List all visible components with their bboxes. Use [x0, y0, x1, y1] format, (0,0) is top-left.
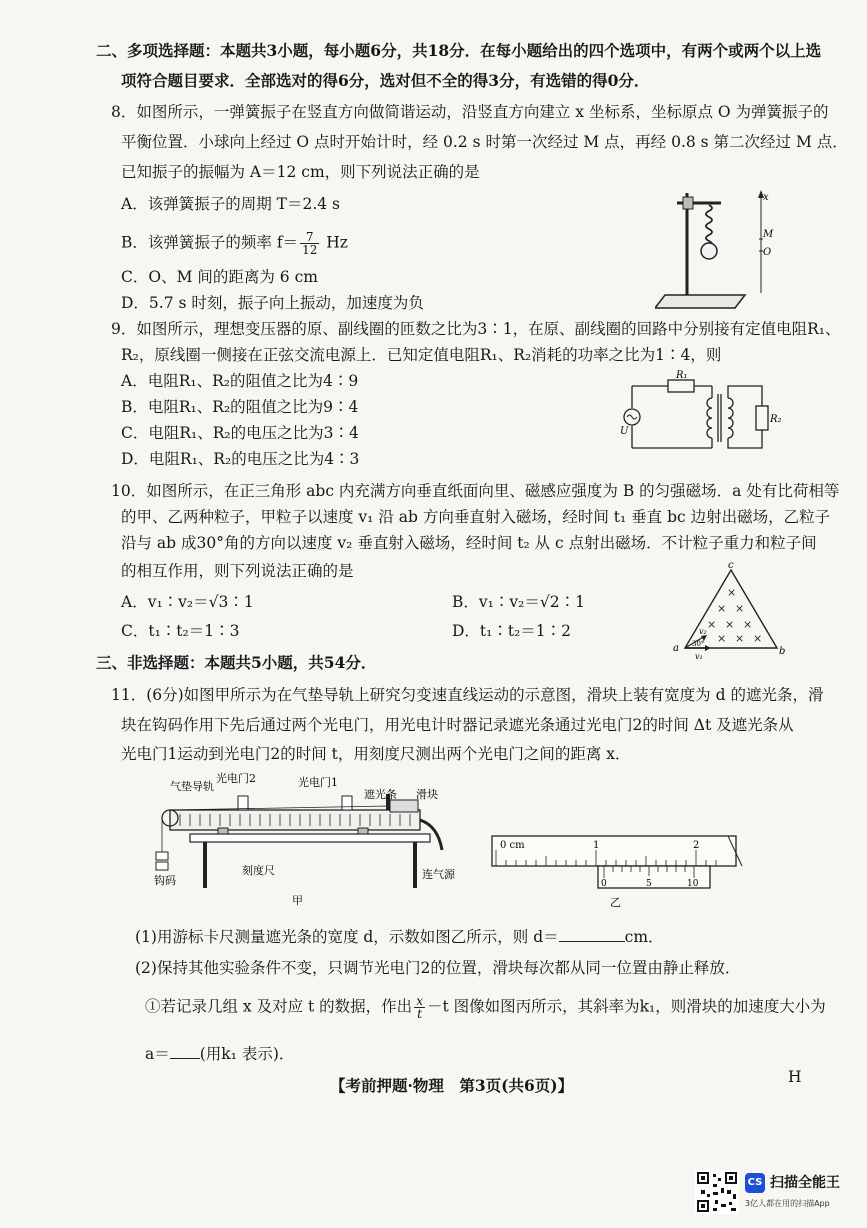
slider-label: 滑块 [416, 788, 438, 801]
q11-stem-line2: 块在钩码作用下先后通过两个光电门，用光电计时器记录遮光条通过光电门2的时间 Δt 及遮光条从 [121, 716, 794, 734]
stand-base [655, 295, 745, 308]
field-cross: × [717, 602, 727, 615]
camscanner-name: 扫描全能王 [770, 1175, 840, 1191]
figure-b-caption: 乙 [610, 896, 621, 909]
q10-option-c: C．t₁∶t₂＝1∶3 [121, 622, 240, 640]
q9-option-a: A．电阻R₁、R₂的阻值之比为4∶9 [121, 372, 359, 390]
main-scale-two-label: 2 [693, 840, 700, 851]
fraction-numerator-x: x [416, 994, 423, 1008]
table-top [190, 834, 430, 842]
vernier-ten-label: 10 [687, 879, 699, 889]
q10-option-d: D．t₁∶t₂＝1∶2 [452, 622, 572, 640]
q11-subquestion-2a-prefix: ①若记录几组 x 及对应 t 的数据，作出 [145, 997, 413, 1016]
q11-stem-line3: 光电门1运动到光电门2的时间 t，用刻度尺测出两个光电门之间的距离 x． [121, 745, 631, 763]
q8-option-b-fraction [300, 231, 319, 256]
q8-option-c: C．O、M 间的距离为 6 cm [121, 268, 318, 286]
camscanner-tagline: 3亿人都在用的扫描App [745, 1199, 830, 1208]
acceleration-answer-blank[interactable] [170, 1042, 200, 1059]
q9-stem-line1: 9．如图所示，理想变压器的原、副线圈的匝数之比为3∶1，在原、副线圈的回路中分别接有定值电阻R₁、 [111, 320, 841, 338]
q11-stem-line1: 11．(6分)如图甲所示为在气垫导轨上研究匀变速直线运动的示意图，滑块上装有宽度为 d 的遮光条，滑 [111, 686, 824, 704]
q10-stem-line3: 沿与 ab 成30°角的方向以速度 v₂ 垂直射入磁场，经时间 t₂ 从 c 点射出磁场．不计粒子重力和粒子间 [121, 534, 817, 552]
q11-subquestion-2a-suffix: －t 图像如图丙所示，其斜率为k₁，则滑块的加速度大小为 [426, 997, 826, 1016]
r2-label: R₂ [770, 414, 782, 425]
x-axis-label: x [763, 192, 769, 203]
field-cross: × [717, 632, 727, 645]
q11-air-track-figure [150, 770, 470, 910]
q11-subquestion-1-text: (1)用游标卡尺测量遮光条的宽度 d，示数如图乙所示，则 d＝ [135, 928, 559, 946]
x-over-t-fraction [414, 995, 425, 1020]
vernier-five-label: 5 [646, 879, 652, 889]
hook-weight-label: 钩码 [154, 874, 176, 887]
field-cross: × [725, 618, 735, 631]
fraction-denominator-t: t [417, 1007, 422, 1021]
ruler-label: 刻度尺 [242, 864, 275, 877]
q8-option-b-prefix: B．该弹簧振子的频率 f＝ [121, 233, 299, 252]
acceleration-hint: (用k₁ 表示)． [199, 1045, 295, 1063]
field-cross: × [735, 602, 745, 615]
section3-heading: 三、非选择题：本题共5小题，共54分． [96, 653, 377, 672]
hook-weight-2 [156, 862, 168, 870]
q8-option-a: A．该弹簧振子的周期 T＝2.4 s [121, 195, 340, 213]
q8-option-d: D．5.7 s 时刻，振子向上振动，加速度为负 [121, 294, 424, 312]
field-cross: × [743, 618, 753, 631]
q11-subquestion-1 [135, 925, 664, 948]
r1-label: R₁ [676, 370, 688, 381]
q10-stem-line2: 的甲、乙两种粒子，甲粒子以速度 v₁ 沿 ab 方向垂直射入磁场，经时间 t₁ 垂直 bc 边射出磁场，乙粒子 [121, 508, 831, 526]
acceleration-label: a＝ [145, 1045, 170, 1063]
q8-spring-oscillator-figure [655, 185, 775, 310]
stand-clamp [683, 197, 693, 209]
q11-subquestion-2a-answer [145, 1042, 294, 1065]
q8-option-b-denominator: 12 [302, 243, 318, 257]
track-support-right [358, 828, 368, 834]
page-footer: 【考前押题·物理 第3页(共6页)】 [330, 1076, 574, 1095]
q8-option-b-unit: Hz [326, 233, 348, 252]
q9-option-c: C．电阻R₁、R₂的电压之比为3∶4 [121, 424, 359, 442]
q8-stem-line1: 8．如图所示，一弹簧振子在竖直方向做简谐运动，沿竖直方向建立 x 坐标系，坐标原点 O 为弹簧振子的 [111, 103, 829, 121]
slider-block [390, 800, 418, 812]
field-crosses [707, 586, 762, 645]
field-cross: × [735, 632, 745, 645]
q9-transformer-circuit-figure [620, 370, 785, 458]
qr-code-icon [695, 1170, 739, 1214]
q9-option-b: B．电阻R₁、R₂的阻值之比为9∶4 [121, 398, 359, 416]
section2-heading-line2: 项符合题目要求．全部选对的得6分，选对但不全的得3分，有选错的得0分． [121, 71, 650, 90]
q11-subquestion-2: (2)保持其他实验条件不变，只调节光电门2的位置，滑块每次都从同一位置由静止释放． [135, 959, 741, 977]
v1-label: v₁ [695, 652, 703, 660]
main-scale [492, 836, 736, 866]
q10-option-a: A．v₁∶v₂＝√3∶1 [121, 593, 254, 611]
q8-option-b [121, 231, 348, 256]
q8-stem-line2: 平衡位置．小球向上经过 O 点时开始计时，经 0.2 s 时第一次经过 M 点，再经 0.8 s 第二次经过 M 点． [121, 133, 848, 151]
air-track-label: 气垫导轨 [170, 780, 214, 793]
figure-a-caption: 甲 [292, 894, 303, 907]
vertex-c-label: c [728, 560, 734, 571]
q10-triangle-field-figure [665, 560, 790, 660]
o-point-label: O [763, 247, 772, 258]
vertex-a-label: a [673, 643, 679, 654]
resistor-r1 [668, 380, 694, 392]
main-scale-one-label: 1 [593, 840, 600, 851]
u-label: U [620, 426, 629, 437]
light-shield-label: 遮光条 [364, 788, 397, 801]
paper-version-letter: H [788, 1068, 802, 1086]
q11-subquestion-2a [145, 995, 826, 1020]
q10-stem-line4: 的相互作用，则下列说法正确的是 [121, 562, 354, 580]
hook-weight-1 [156, 852, 168, 860]
spring [706, 205, 712, 247]
resistor-r2 [756, 406, 768, 430]
photogate-1 [342, 796, 352, 810]
q11-subquestion-1-unit: cm． [624, 928, 664, 946]
q9-stem-line2: R₂，原线圈一侧接在正弦交流电源上．已知定值电阻R₁、R₂消耗的功率之比为1∶4，则 [121, 346, 722, 364]
q8-option-b-numerator: 7 [300, 231, 319, 244]
q9-option-d: D．电阻R₁、R₂的电压之比为4∶3 [121, 450, 360, 468]
oscillator-ball [701, 243, 717, 259]
q8-stem-line3: 已知振子的振幅为 A＝12 cm，则下列说法正确的是 [121, 163, 480, 181]
main-scale-zero-label: 0 cm [500, 840, 525, 851]
vernier-zero-label: 0 [601, 879, 607, 889]
photogate-2 [238, 796, 248, 810]
q11-vernier-caliper-figure [490, 830, 750, 910]
q10-stem-line1: 10．如图所示，在正三角形 abc 内充满方向垂直纸面向里、磁感应强度为 B 的匀强磁场．a 处有比荷相等 [111, 482, 840, 500]
primary-coil [707, 398, 712, 438]
v2-label: v₂ [699, 627, 707, 636]
photogate-1-label: 光电门1 [298, 776, 338, 789]
m-point-label: M [763, 229, 774, 240]
track-support-left [218, 828, 228, 834]
field-cross: × [753, 632, 763, 645]
camscanner-logo-icon: CS [745, 1173, 765, 1193]
vertex-b-label: b [779, 646, 786, 657]
field-cross: × [707, 618, 717, 631]
air-track [170, 810, 420, 830]
d-answer-blank[interactable] [559, 925, 625, 942]
v1-arrowhead [705, 645, 711, 651]
air-source-label: 连气源 [422, 868, 455, 881]
triangle-abc [685, 570, 777, 648]
angle-label: 30° [692, 640, 705, 648]
q10-option-b: B．v₁∶v₂＝√2∶1 [452, 593, 585, 611]
section2-heading-line1: 二、多项选择题：本题共3小题，每小题6分，共18分．在每小题给出的四个选项中，有两个或两个以上选 [96, 41, 822, 60]
secondary-coil [728, 398, 733, 438]
photogate-2-label: 光电门2 [216, 772, 256, 785]
field-cross: × [727, 586, 737, 599]
ac-symbol [627, 415, 637, 419]
